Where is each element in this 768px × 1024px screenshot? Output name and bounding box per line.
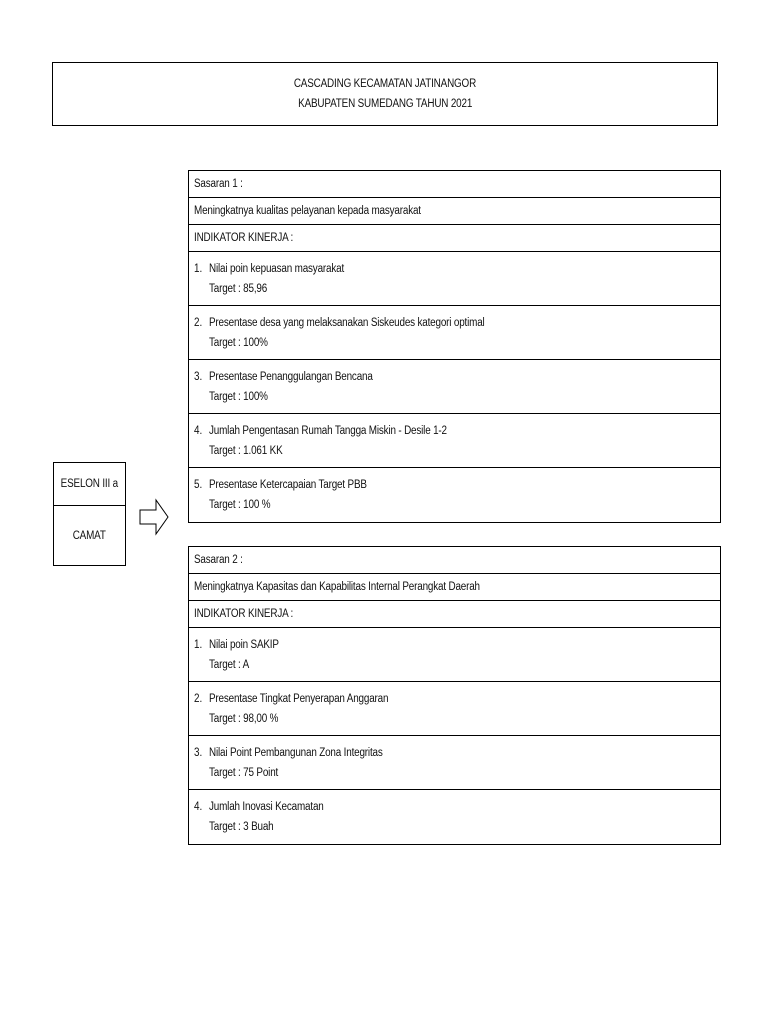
sasaran-table-1 — [188, 170, 721, 523]
indicator-target: Target : 100% — [209, 336, 268, 349]
sasaran-title: Sasaran 2 : — [194, 554, 243, 566]
indicator-number: 4. — [194, 801, 203, 813]
sasaran-table-2 — [188, 546, 721, 845]
indicator-row — [189, 628, 720, 682]
sasaran-description: Meningkatnya kualitas pelayanan kepada masyarakat — [194, 205, 421, 217]
sasaran-description-row — [189, 198, 720, 225]
indicator-row — [189, 790, 720, 844]
indicator-number: 3. — [194, 370, 203, 383]
header-title-line2: KABUPATEN SUMEDANG TAHUN 2021 — [297, 98, 472, 110]
indicator-name: Jumlah Inovasi Kecamatan — [209, 801, 324, 813]
document-header — [52, 62, 718, 126]
indicator-target: Target : 98,00 % — [209, 712, 279, 725]
indicator-number: 3. — [194, 746, 203, 759]
indicator-name: Presentase Ketercapaian Target PBB — [209, 479, 367, 491]
sasaran-description: Meningkatnya Kapasitas dan Kapabilitas Internal Perangkat Daerah — [194, 581, 480, 593]
indicator-row — [189, 736, 720, 790]
indicator-target: Target : 100 % — [209, 499, 271, 511]
eselon-level-cell — [54, 463, 125, 506]
indicator-name: Presentase Penanggulangan Bencana — [209, 370, 373, 383]
indicator-number: 4. — [194, 424, 203, 437]
eselon-level: ESELON III a — [60, 478, 119, 490]
sasaran-title-row — [189, 171, 720, 198]
indicator-target: Target : A — [209, 658, 250, 671]
sasaran-title: Sasaran 1 : — [194, 178, 243, 190]
indicator-header: INDIKATOR KINERJA : — [194, 232, 294, 244]
indicator-header: INDIKATOR KINERJA : — [194, 608, 294, 620]
indicator-row — [189, 414, 720, 468]
eselon-position: CAMAT — [72, 530, 107, 542]
indicator-row — [189, 360, 720, 414]
eselon-position-cell — [54, 506, 125, 566]
indicator-name: Nilai Point Pembangunan Zona Integritas — [209, 746, 383, 759]
indicator-number: 1. — [194, 638, 203, 651]
indicator-number: 5. — [194, 479, 203, 491]
indicator-name: Presentase desa yang melaksanakan Siskeudes kategori optimal — [209, 316, 485, 329]
sasaran-title-row — [189, 547, 720, 574]
indicator-target: Target : 75 Point — [209, 766, 279, 779]
indicator-row — [189, 252, 720, 306]
indicator-name: Jumlah Pengentasan Rumah Tangga Miskin - Desile 1-2 — [209, 424, 447, 437]
header-title-line1: CASCADING KECAMATAN JATINANGOR — [293, 78, 477, 90]
indicator-target: Target : 85,96 — [209, 282, 268, 295]
indicator-target: Target : 100% — [209, 390, 268, 403]
indicator-header-row — [189, 601, 720, 628]
sasaran-description-row — [189, 574, 720, 601]
indicator-number: 2. — [194, 316, 203, 329]
indicator-row — [189, 682, 720, 736]
indicator-number: 2. — [194, 692, 203, 705]
indicator-target: Target : 1.061 KK — [209, 444, 283, 457]
indicator-number: 1. — [194, 262, 203, 275]
indicator-row — [189, 306, 720, 360]
right-arrow-icon — [139, 497, 169, 537]
indicator-name: Nilai poin kepuasan masyarakat — [209, 262, 345, 275]
indicator-row — [189, 468, 720, 522]
indicator-name: Nilai poin SAKIP — [209, 638, 279, 651]
indicator-name: Presentase Tingkat Penyerapan Anggaran — [209, 692, 389, 705]
eselon-box — [53, 462, 126, 566]
indicator-target: Target : 3 Buah — [209, 821, 274, 833]
indicator-header-row — [189, 225, 720, 252]
